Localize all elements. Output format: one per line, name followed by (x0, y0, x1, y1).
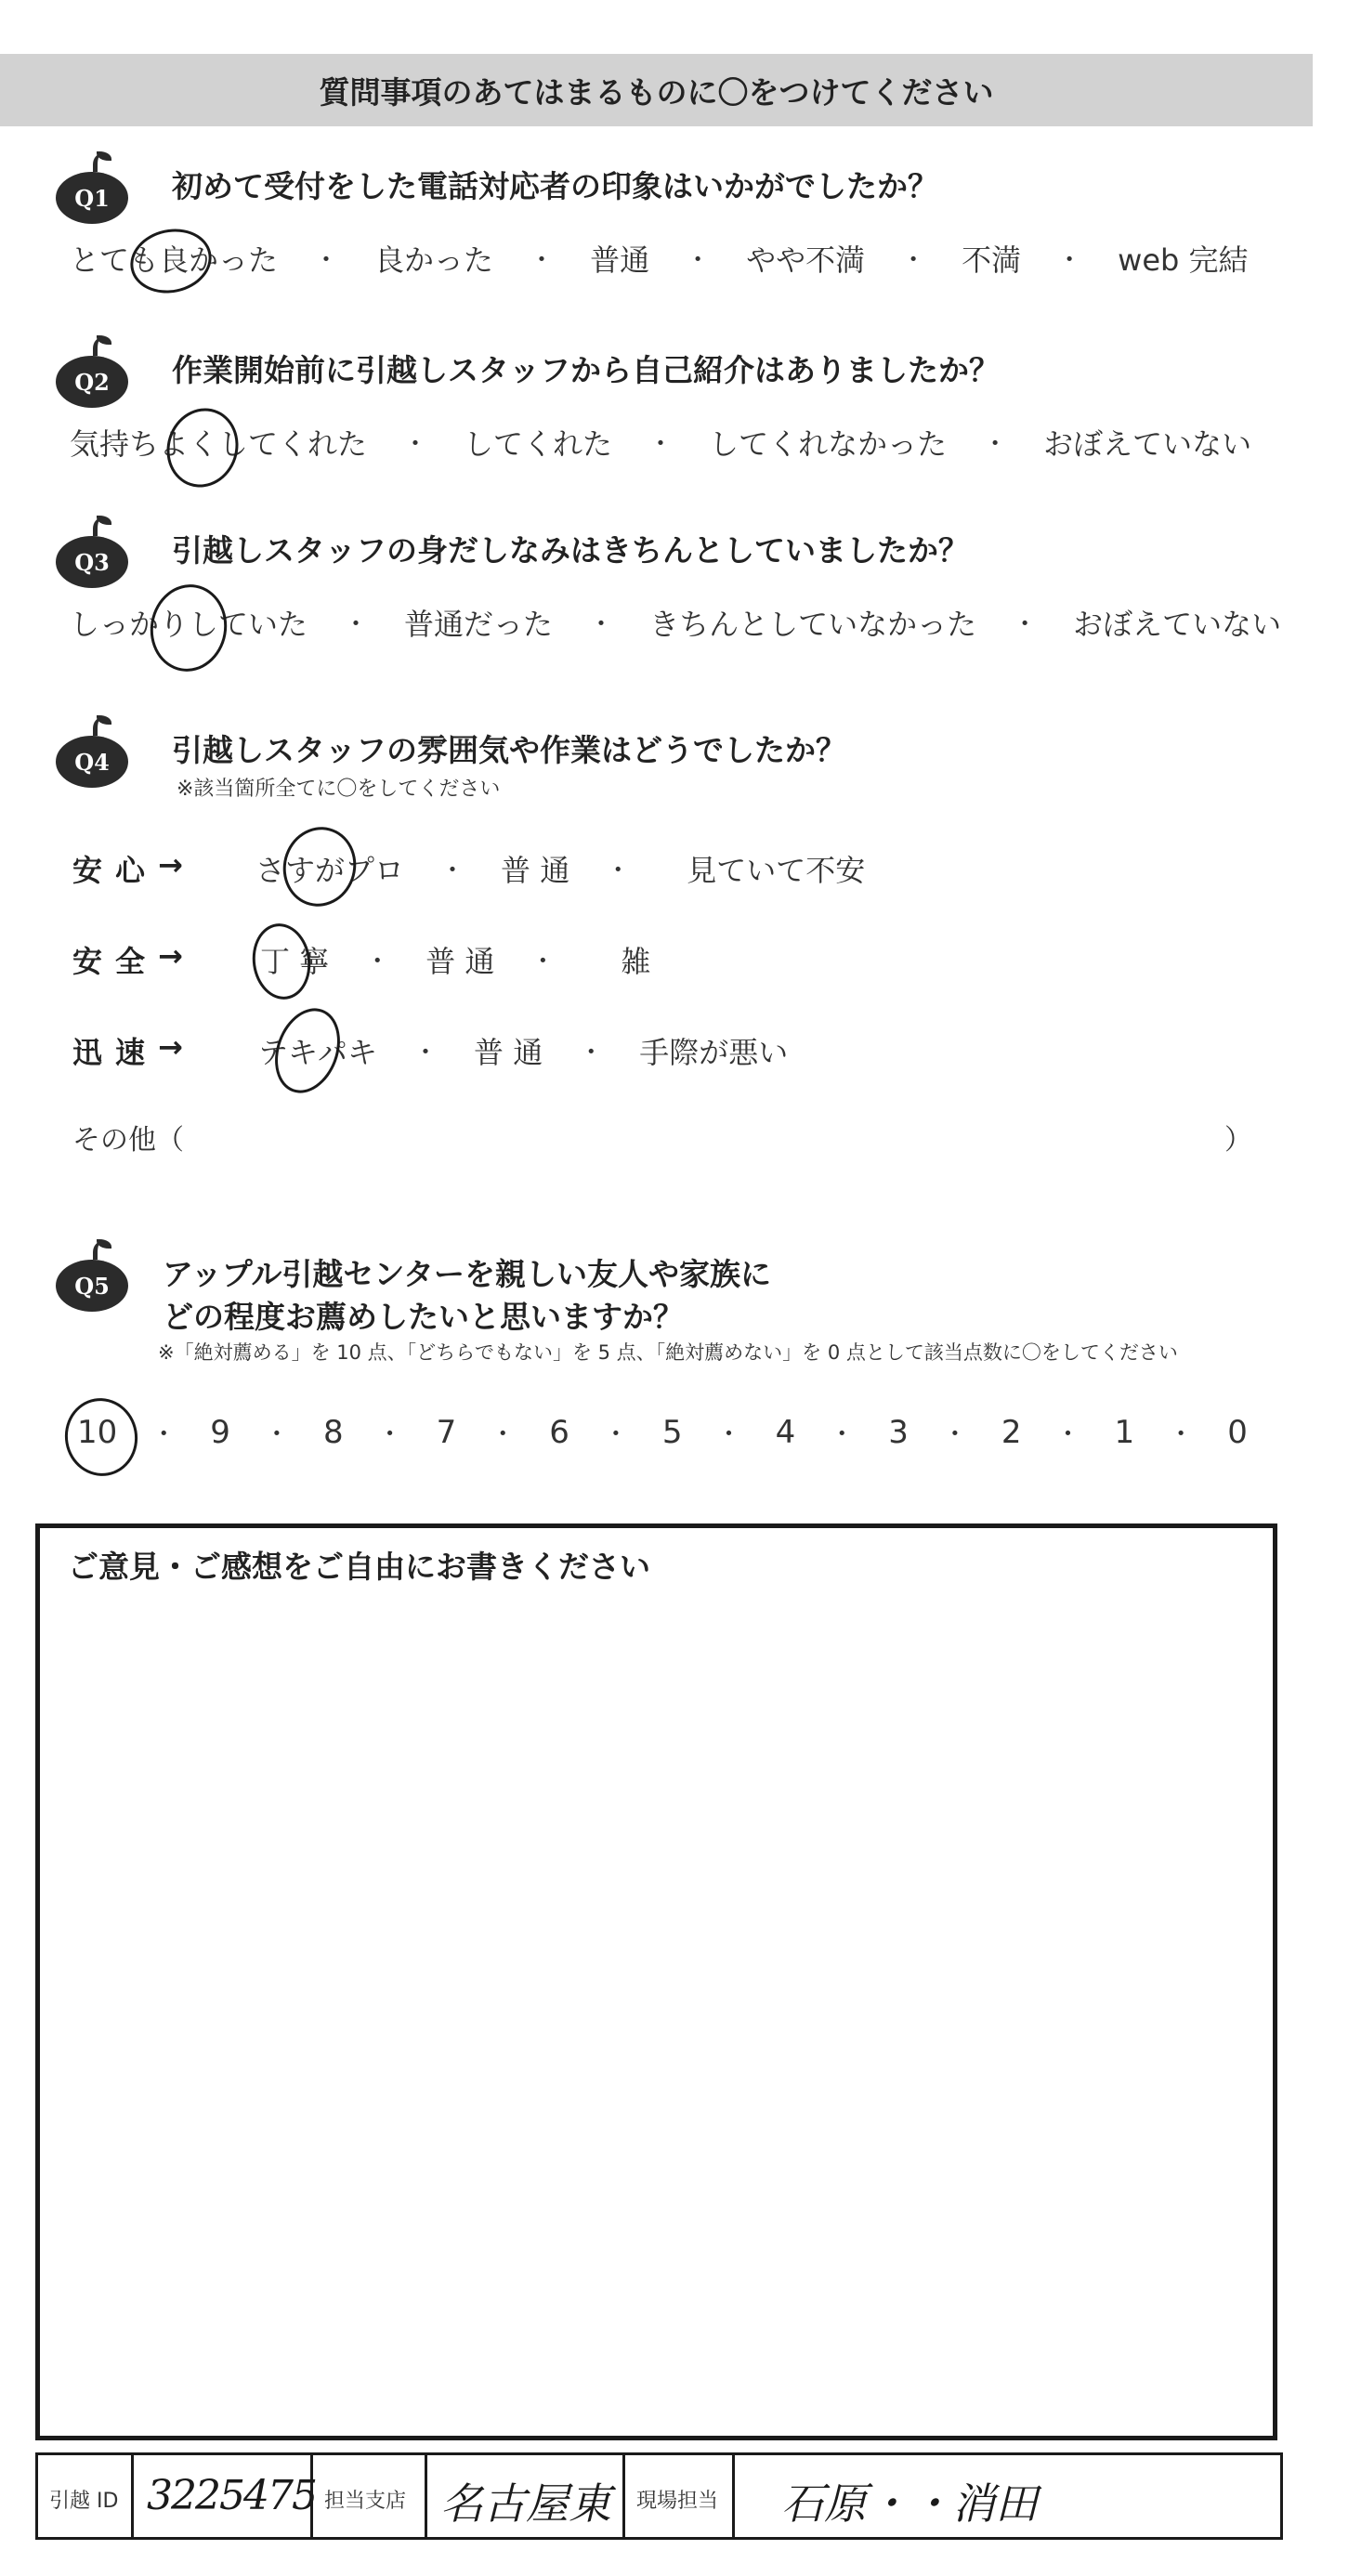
q5-badge: Q5 (56, 1260, 128, 1312)
q4-text: 引越しスタッフの雰囲気や作業はどうでしたか？ (172, 732, 846, 768)
q2-selection-circle (157, 399, 249, 496)
q4-other (72, 1117, 184, 1157)
score-4[interactable]: 4 (775, 1414, 796, 1451)
separator-dot: ・ (151, 1419, 177, 1449)
q3-badge: Q3 (56, 536, 128, 588)
separator-dot: ・ (530, 946, 556, 976)
move-id-value-cell[interactable] (134, 2455, 316, 2537)
score-3[interactable]: 3 (888, 1414, 909, 1451)
q3-text: 引越しスタッフの身だしなみはきちんとしていましたか？ (172, 532, 969, 569)
q4-other-label: その他（ (72, 1124, 184, 1157)
q1-option-1[interactable]: とても良かった (70, 242, 279, 278)
q3-option-1[interactable]: しっかりしていた (70, 607, 308, 642)
move-id-label: 引越 ID (49, 2490, 119, 2513)
score-7[interactable]: 7 (436, 1414, 457, 1451)
q2-option-1[interactable]: 気持ちよくしてくれた (70, 426, 368, 462)
q1-option-6[interactable]: web 完結 (1118, 242, 1249, 278)
separator-dot: ・ (605, 855, 632, 885)
q5-text-line2: どの程度お薦めしたいと思いますか？ (163, 1299, 684, 1335)
separator-dot: ・ (715, 1419, 742, 1449)
q1-text: 初めて受付をした電話対応者の印象はいかがでしたか？ (172, 168, 938, 204)
q4-note: ※該当箇所全てに〇をしてください (177, 778, 501, 801)
separator-dot: ・ (376, 1419, 403, 1449)
q4-jinsoku-option-2[interactable]: 普 通 (474, 1035, 543, 1070)
separator-dot: ・ (263, 1419, 290, 1449)
q3-selection-circle (143, 579, 233, 678)
arrow-right-icon: → (158, 938, 183, 974)
branch-label-cell (313, 2455, 427, 2537)
q4-jinsoku-selection-circle (264, 1000, 351, 1103)
q1-badge: Q1 (56, 172, 128, 224)
comments-title: ご意見・ご感想をご自由にお書きください (68, 1549, 650, 1585)
q3-option-2[interactable]: 普通だった (404, 607, 554, 642)
q3-options (70, 601, 1281, 644)
staff-value-cell[interactable] (735, 2455, 1280, 2537)
q2-option-2[interactable]: してくれた (464, 426, 613, 462)
score-9[interactable]: 9 (210, 1414, 230, 1451)
footer-info (35, 2452, 1283, 2540)
q4-anshin-option-1[interactable]: さすがプロ (255, 853, 405, 888)
q5-note: ※「絶対薦める」を 10 点、「どちらでもない」を 5 点、「絶対薦めない」を 0 点として該当点数に〇をしてください (158, 1341, 1178, 1364)
separator-dot: ・ (1012, 608, 1039, 639)
move-id-label-cell (38, 2455, 134, 2537)
score-1[interactable]: 1 (1114, 1414, 1135, 1451)
q4-row-label-jinsoku: 迅速 (72, 1035, 159, 1070)
q1-option-2[interactable]: 良かった (374, 242, 494, 278)
separator-dot: ・ (439, 855, 466, 885)
q4-row-options-anzen (260, 938, 650, 981)
arrow-right-icon: → (158, 1029, 183, 1065)
branch-value-cell[interactable] (427, 2455, 625, 2537)
separator-dot: ・ (829, 1419, 856, 1449)
q4-anzen-selection-circle (248, 920, 316, 1003)
q4-anshin-selection-circle (274, 818, 365, 914)
q4-row-label-anzen: 安全 (72, 944, 159, 979)
separator-dot: ・ (941, 1419, 968, 1449)
q1-option-3[interactable]: 普通 (590, 242, 650, 278)
q4-anzen-option-1[interactable]: 丁 寧 (260, 944, 330, 979)
separator-dot: ・ (343, 608, 370, 639)
score-0[interactable]: 0 (1227, 1414, 1248, 1451)
q2-option-3[interactable]: してくれなかった (709, 426, 948, 462)
separator-dot: ・ (1168, 1419, 1195, 1449)
q4-jinsoku-option-3[interactable]: 手際が悪い (639, 1035, 789, 1070)
separator-dot: ・ (1056, 244, 1083, 275)
q1-option-4[interactable]: やや不満 (746, 242, 866, 278)
q4-row-label-anshin: 安心 (72, 853, 159, 888)
q1-options (70, 237, 1249, 280)
score-2[interactable]: 2 (1001, 1414, 1022, 1451)
score-5[interactable]: 5 (661, 1414, 683, 1451)
survey-header-title: 質問事項のあてはまるものに〇をつけてください (319, 73, 994, 111)
separator-dot: ・ (648, 428, 674, 459)
separator-dot: ・ (1054, 1419, 1081, 1449)
score-6[interactable]: 6 (549, 1414, 569, 1451)
comments-box[interactable] (35, 1523, 1277, 2440)
score-10[interactable]: 10 (77, 1414, 118, 1451)
q2-option-4[interactable]: おぼえていない (1043, 426, 1252, 462)
separator-dot: ・ (588, 608, 615, 639)
separator-dot: ・ (402, 428, 429, 459)
move-id-value: 3225475 (147, 2472, 316, 2519)
q2-text: 作業開始前に引越しスタッフから自己紹介はありましたか？ (172, 352, 1000, 388)
separator-dot: ・ (685, 244, 712, 275)
q4-anzen-option-3[interactable]: 雑 (621, 944, 651, 979)
q1-selection-circle (124, 222, 217, 301)
q5-selection-circle (59, 1393, 143, 1482)
separator-dot: ・ (412, 1037, 439, 1067)
staff-label-cell (625, 2455, 735, 2537)
q4-anshin-option-2[interactable]: 普 通 (501, 853, 570, 888)
separator-dot: ・ (602, 1419, 629, 1449)
survey-header (0, 54, 1313, 126)
q4-anzen-option-2[interactable]: 普 通 (425, 944, 495, 979)
q4-anshin-option-3[interactable]: 見ていて不安 (687, 853, 866, 888)
separator-dot: ・ (490, 1419, 517, 1449)
separator-dot: ・ (578, 1037, 605, 1067)
branch-value: 名古屋東 (440, 2478, 611, 2529)
q3-option-4[interactable]: おぼえていない (1073, 607, 1282, 642)
separator-dot: ・ (982, 428, 1009, 459)
q5-score-options (77, 1414, 1248, 1451)
q5-text-line1: アップル引越センターを親しい友人や家族に (163, 1256, 772, 1292)
staff-label: 現場担当 (636, 2490, 719, 2513)
q1-option-5[interactable]: 不満 (962, 242, 1022, 278)
q3-option-3[interactable]: きちんとしていなかった (649, 607, 977, 642)
score-8[interactable]: 8 (322, 1414, 344, 1451)
q2-options (70, 421, 1251, 464)
arrow-right-icon: → (158, 847, 183, 883)
separator-dot: ・ (529, 244, 556, 275)
q4-jinsoku-option-1[interactable]: テキパキ (258, 1035, 378, 1070)
separator-dot: ・ (364, 946, 391, 976)
q2-badge: Q2 (56, 356, 128, 408)
separator-dot: ・ (900, 244, 927, 275)
separator-dot: ・ (313, 244, 340, 275)
staff-value: 石原・・消田 (781, 2478, 1038, 2529)
q4-badge: Q4 (56, 736, 128, 788)
branch-label: 担当支店 (324, 2490, 407, 2513)
q4-other-close: ） (1224, 1124, 1252, 1157)
